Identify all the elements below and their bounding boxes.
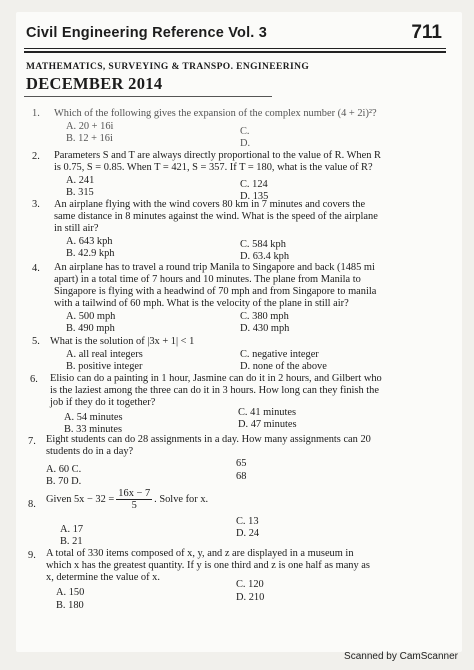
question-text-line: Eight students can do 28 assignments in a day. How many assignments can 20 [46,434,371,445]
question-number: 3. [32,199,40,210]
option-a: A. 17 [60,524,84,535]
question-text [46,488,208,511]
option-c: C. [240,126,250,137]
exam-underline [24,96,272,97]
option-c: C. 380 mph [240,311,289,322]
question-number: 1. [32,108,40,119]
question-number: 5. [32,336,40,347]
option-a: A. 20 + 16i [66,121,114,132]
question-number: 8. [28,499,36,510]
option-d: D. 47 minutes [238,419,297,430]
option-c: C. 120 [236,579,264,590]
question-text-line: Singapore is flying with a headwind of 70 mph and from Singapore to manila [54,286,377,297]
question-text-line: A total of 330 items composed of x, y, and z are displayed in a museum in [46,548,354,559]
fraction [116,488,152,511]
option-a: A. 54 minutes [64,412,123,423]
option-d: D. 430 mph [240,323,290,334]
option-b: B. 42.9 kph [66,248,115,259]
scanner-watermark: Scanned by CamScanner [344,651,458,662]
option-d: D. 63.4 kph [240,251,290,262]
option-d: D. none of the above [240,361,327,372]
question-text-line: students do in a day? [46,446,134,457]
question-text-line: Elisio can do a painting in 1 hour, Jasmine can do it in 2 hours, and Gilbert who [50,373,382,384]
option-b: B. 21 [60,536,83,547]
question-number: 4. [32,263,40,274]
equation-left: Given 5x − 32 = [46,493,115,505]
question-text: What is the solution of |3x + 1| < 1 [50,336,195,347]
option-b: B. 33 minutes [64,424,123,435]
option-a: A. 241 [66,175,95,186]
option-b: B. 315 [66,187,94,198]
option-a: A. all real integers [66,349,143,360]
exam-heading: DECEMBER 2014 [26,74,163,93]
question-text-line: is the laziest among the three can do it in 3 hours. How long can they finish the [50,385,379,396]
question-text-line: which x has the greatest quantity. If y is one third and z is one half as many as [46,560,370,571]
question-text-line: Parameters S and T are always directly proportional to the value of R. When R [54,150,381,161]
option-a: A. 500 mph [66,311,116,322]
header-rule [24,48,446,49]
option-d: D. 24 [236,528,260,539]
question-text-line: with a tailwind of 60 mph. What is the velocity of the plane in still air? [54,298,349,309]
option-b: B. 180 [56,600,84,611]
question-number: 9. [28,550,36,561]
fraction-numerator: 16x − 7 [118,488,151,499]
option-b: B. 70 D. [46,476,82,487]
book-title: Civil Engineering Reference Vol. 3 [26,25,268,41]
question-text-line: An airplane flying with the wind covers 80 km in 7 minutes and covers the [54,199,366,210]
question-text-line: same distance in 8 minutes against the wind. What is the speed of the airplane [54,211,378,222]
option-c: C. 124 [240,179,268,190]
option-d: 68 [236,471,247,482]
option-a: A. 60 C. [46,464,82,475]
subject-heading: MATHEMATICS, SURVEYING & TRANSPO. ENGINEERING [26,62,310,72]
question-number: 7. [28,436,36,447]
option-d: D. 135 [240,191,269,202]
question-text-line: job if they do it together? [50,397,156,408]
fraction-denominator: 5 [131,500,137,511]
option-a: A. 643 kph [66,236,113,247]
question-text-line: in still air? [54,223,99,234]
option-a: A. 150 [56,587,85,598]
question-text-line: x, determine the value of x. [46,572,160,583]
option-b: B. positive integer [66,361,143,372]
question-text-line: apart) in a total time of 7 hours and 10 minutes. The plane from Manila to [54,274,361,285]
question-text-line: An airplane has to travel a round trip Manila to Singapore and back (1485 mi [54,262,375,273]
document-page [16,12,462,652]
header-rule-double [24,51,446,53]
question-number: 2. [32,151,40,162]
question-text-line: is 0.75, S = 0.85. When T = 421, S = 357. If T = 180, what is the value of R? [54,162,373,173]
option-c: C. 13 [236,516,259,527]
question-text: Which of the following gives the expansion of the complex number (4 + 2i)²? [54,108,377,119]
option-c: C. 41 minutes [238,407,297,418]
option-b: B. 12 + 16i [66,133,113,144]
option-b: B. 490 mph [66,323,115,334]
option-d: D. 210 [236,592,265,603]
option-c: C. negative integer [240,349,319,360]
option-d: D. [240,138,251,149]
option-c: C. 584 kph [240,239,286,250]
option-c: 65 [236,458,247,469]
question-number: 6. [30,374,38,385]
page-number: 711 [411,22,442,43]
question-instruction: . Solve for x. [154,493,209,505]
